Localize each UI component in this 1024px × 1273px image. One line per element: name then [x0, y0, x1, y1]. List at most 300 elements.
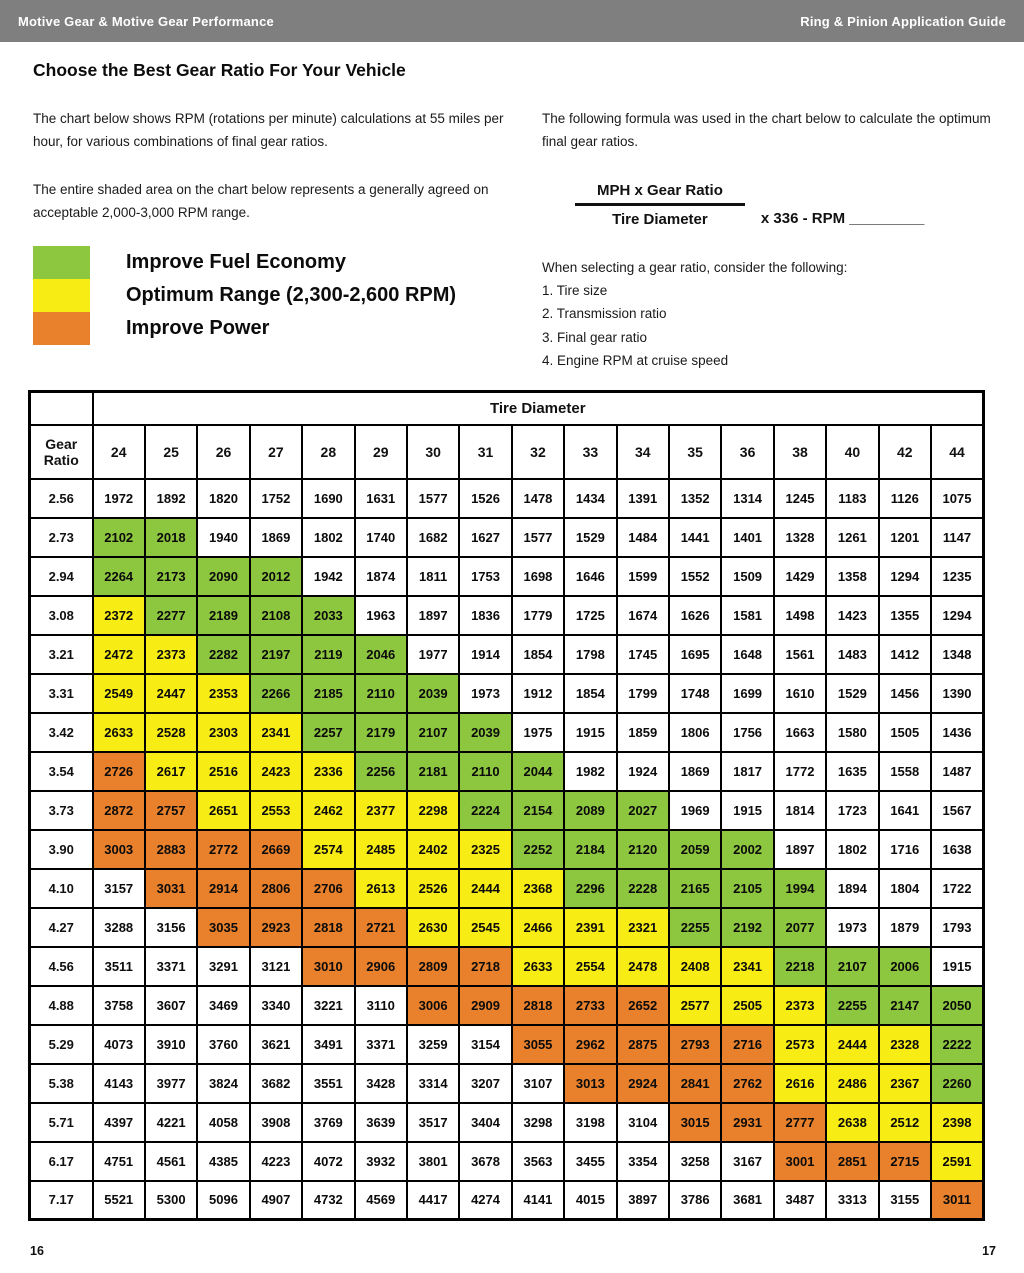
- rpm-cell: 2044: [512, 752, 564, 791]
- gear-ratio-cell: 3.42: [30, 713, 93, 752]
- rpm-cell: 2652: [617, 986, 669, 1025]
- rpm-cell: 2669: [250, 830, 302, 869]
- rpm-cell: 1725: [564, 596, 616, 635]
- rpm-cell: 1391: [617, 479, 669, 518]
- rpm-cell: 2516: [197, 752, 249, 791]
- rpm-cell: 2266: [250, 674, 302, 713]
- rpm-cell: 1478: [512, 479, 564, 518]
- rpm-cell: 2553: [250, 791, 302, 830]
- rpm-cell: 2549: [93, 674, 145, 713]
- rpm-cell: 2706: [302, 869, 354, 908]
- rpm-cell: 1358: [826, 557, 878, 596]
- formula-suffix: x 336 - RPM _________: [760, 210, 925, 227]
- rpm-cell: 2224: [459, 791, 511, 830]
- rpm-cell: 3621: [250, 1025, 302, 1064]
- gear-ratio-cell: 3.54: [30, 752, 93, 791]
- table-row: [30, 830, 984, 869]
- rpm-cell: 2110: [355, 674, 407, 713]
- rpm-cell: 2367: [879, 1064, 931, 1103]
- rpm-cell: 2762: [721, 1064, 773, 1103]
- rpm-cell: 3313: [826, 1181, 878, 1220]
- rpm-cell: 1972: [93, 479, 145, 518]
- rpm-cell: 2466: [512, 908, 564, 947]
- rpm-cell: 1869: [250, 518, 302, 557]
- rpm-cell: 2002: [721, 830, 773, 869]
- green-swatch: [33, 246, 90, 279]
- rpm-cell: 2039: [407, 674, 459, 713]
- rpm-cell: 3897: [617, 1181, 669, 1220]
- rpm-cell: 2633: [93, 713, 145, 752]
- intro-paragraph-1: The chart below shows RPM (rotations per minute) calculations at 55 miles per hour, for various combinations of final gear ratios.: [33, 111, 504, 149]
- rpm-cell: 2012: [250, 557, 302, 596]
- gear-ratio-cell: 6.17: [30, 1142, 93, 1181]
- rpm-cell: 1355: [879, 596, 931, 635]
- rpm-cell: 2806: [250, 869, 302, 908]
- rpm-cell: 3259: [407, 1025, 459, 1064]
- rpm-cell: 3786: [669, 1181, 721, 1220]
- rpm-cell: 3156: [145, 908, 197, 947]
- rpm-cell: 5300: [145, 1181, 197, 1220]
- rpm-cell: 3011: [931, 1181, 984, 1220]
- table-row: [30, 947, 984, 986]
- rpm-cell: 3607: [145, 986, 197, 1025]
- rpm-cell: 2851: [826, 1142, 878, 1181]
- rpm-cell: 2368: [512, 869, 564, 908]
- rpm-cell: 2444: [459, 869, 511, 908]
- rpm-cell: 1915: [721, 791, 773, 830]
- rpm-cell: 2809: [407, 947, 459, 986]
- rpm-cell: 1798: [564, 635, 616, 674]
- rpm-cell: 1635: [826, 752, 878, 791]
- rpm-cell: 1806: [669, 713, 721, 752]
- table-corner-cell: [30, 392, 93, 425]
- rpm-cell: 2341: [250, 713, 302, 752]
- rpm-cell: 1261: [826, 518, 878, 557]
- rpm-cell: 2184: [564, 830, 616, 869]
- rpm-cell: 2179: [355, 713, 407, 752]
- rpm-cell: 1390: [931, 674, 984, 713]
- tire-diameter-column-header: 32: [512, 425, 564, 479]
- rpm-cell: 3639: [355, 1103, 407, 1142]
- rpm-cell: 1348: [931, 635, 984, 674]
- rpm-cell: 2185: [302, 674, 354, 713]
- rpm-cell: 2252: [512, 830, 564, 869]
- rpm-cell: 3001: [774, 1142, 826, 1181]
- rpm-cell: 1201: [879, 518, 931, 557]
- rpm-cell: 2616: [774, 1064, 826, 1103]
- table-row: [30, 635, 984, 674]
- rpm-cell: 1942: [302, 557, 354, 596]
- rpm-cell: 3354: [617, 1142, 669, 1181]
- rpm-cell: 1940: [197, 518, 249, 557]
- rpm-cell: 1924: [617, 752, 669, 791]
- rpm-cell: 4569: [355, 1181, 407, 1220]
- rpm-cell: 2328: [879, 1025, 931, 1064]
- rpm-cell: 4141: [512, 1181, 564, 1220]
- rpm-cell: 1235: [931, 557, 984, 596]
- rpm-cell: 2638: [826, 1103, 878, 1142]
- rpm-cell: 1915: [931, 947, 984, 986]
- rpm-cell: 2505: [721, 986, 773, 1025]
- rpm-cell: 2633: [512, 947, 564, 986]
- tire-diameter-column-header: 36: [721, 425, 773, 479]
- rpm-cell: 1836: [459, 596, 511, 635]
- rpm-cell: 1558: [879, 752, 931, 791]
- rpm-cell: 3314: [407, 1064, 459, 1103]
- table-row: [30, 1142, 984, 1181]
- rpm-cell: 1126: [879, 479, 931, 518]
- rpm-cell: 1699: [721, 674, 773, 713]
- rpm-cell: 3298: [512, 1103, 564, 1142]
- rpm-cell: 1682: [407, 518, 459, 557]
- rpm-cell: 1529: [826, 674, 878, 713]
- rpm-cell: 2120: [617, 830, 669, 869]
- rpm-cell: 2102: [93, 518, 145, 557]
- rpm-cell: 1740: [355, 518, 407, 557]
- table-row: [30, 1064, 984, 1103]
- rpm-cell: 1674: [617, 596, 669, 635]
- rpm-cell: 2486: [826, 1064, 878, 1103]
- rpm-cell: 2914: [197, 869, 249, 908]
- rpm-cell: 1434: [564, 479, 616, 518]
- rpm-cell: 1401: [721, 518, 773, 557]
- considerations-heading: When selecting a gear ratio, consider the following:: [542, 260, 848, 275]
- rpm-cell: 2757: [145, 791, 197, 830]
- rpm-cell: 2027: [617, 791, 669, 830]
- rpm-cell: 1648: [721, 635, 773, 674]
- rpm-cell: 1429: [774, 557, 826, 596]
- rpm-cell: 3198: [564, 1103, 616, 1142]
- rpm-cell: 1914: [459, 635, 511, 674]
- table-row: [30, 596, 984, 635]
- rpm-cell: 3155: [879, 1181, 931, 1220]
- rpm-cell: 2256: [355, 752, 407, 791]
- rpm-cell: 2577: [669, 986, 721, 1025]
- rpm-cell: 1695: [669, 635, 721, 674]
- rpm-cell: 2485: [355, 830, 407, 869]
- rpm-cell: 2353: [197, 674, 249, 713]
- rpm-cell: 2402: [407, 830, 459, 869]
- rpm-cell: 4073: [93, 1025, 145, 1064]
- legend-label: Optimum Range (2,300-2,600 RPM): [126, 284, 457, 306]
- rpm-cell: 2573: [774, 1025, 826, 1064]
- rpm-cell: 2018: [145, 518, 197, 557]
- tire-diameter-column-header: 35: [669, 425, 721, 479]
- rpm-cell: 1147: [931, 518, 984, 557]
- formula-denominator: Tire Diameter: [612, 211, 708, 228]
- rpm-cell: 2341: [721, 947, 773, 986]
- rpm-cell: 1799: [617, 674, 669, 713]
- rpm-cell: 1897: [407, 596, 459, 635]
- rpm-cell: 4223: [250, 1142, 302, 1181]
- tire-diameter-column-header: 40: [826, 425, 878, 479]
- rpm-cell: 2296: [564, 869, 616, 908]
- rpm-cell: 2173: [145, 557, 197, 596]
- rpm-cell: 1894: [826, 869, 878, 908]
- rpm-cell: 2545: [459, 908, 511, 947]
- table-row: [30, 674, 984, 713]
- formula-fraction: [575, 182, 745, 228]
- rpm-cell: 2222: [931, 1025, 984, 1064]
- rpm-cell: 2147: [879, 986, 931, 1025]
- rpm-cell: 4751: [93, 1142, 145, 1181]
- rpm-cell: 3003: [93, 830, 145, 869]
- rpm-cell: 3758: [93, 986, 145, 1025]
- rpm-cell: 1811: [407, 557, 459, 596]
- rpm-cell: 1456: [879, 674, 931, 713]
- rpm-cell: 2423: [250, 752, 302, 791]
- rpm-cell: 2046: [355, 635, 407, 674]
- rpm-cell: 1412: [879, 635, 931, 674]
- rpm-cell: 1075: [931, 479, 984, 518]
- rpm-cell: 2325: [459, 830, 511, 869]
- rpm-cell: 3288: [93, 908, 145, 947]
- page-number-right: 17: [982, 1244, 996, 1258]
- rpm-cell: 1580: [826, 713, 878, 752]
- rpm-cell: 1973: [459, 674, 511, 713]
- rpm-cell: 2257: [302, 713, 354, 752]
- yellow-swatch: [33, 279, 90, 312]
- rpm-cell: 2447: [145, 674, 197, 713]
- gear-ratio-cell: 5.29: [30, 1025, 93, 1064]
- rpm-cell: 2218: [774, 947, 826, 986]
- rpm-cell: 1577: [407, 479, 459, 518]
- rpm-cell: 4143: [93, 1064, 145, 1103]
- rpm-cell: 1874: [355, 557, 407, 596]
- rpm-cell: 3491: [302, 1025, 354, 1064]
- rpm-cell: 2591: [931, 1142, 984, 1181]
- table-row: [30, 479, 984, 518]
- rpm-cell: 3015: [669, 1103, 721, 1142]
- tire-diameter-column-header: 38: [774, 425, 826, 479]
- rpm-cell: 3340: [250, 986, 302, 1025]
- rpm-cell: 1722: [931, 869, 984, 908]
- rpm-cell: 1969: [669, 791, 721, 830]
- legend-label: Improve Power: [126, 317, 270, 339]
- rpm-cell: 2408: [669, 947, 721, 986]
- rpm-cell: 2391: [564, 908, 616, 947]
- rpm-cell: 4397: [93, 1103, 145, 1142]
- gear-ratio-cell: 5.71: [30, 1103, 93, 1142]
- tire-diameter-column-header: 25: [145, 425, 197, 479]
- rpm-cell: 2192: [721, 908, 773, 947]
- rpm-cell: 1183: [826, 479, 878, 518]
- rpm-cell: 1963: [355, 596, 407, 635]
- consideration-item: 3. Final gear ratio: [542, 329, 648, 345]
- rpm-cell: 1529: [564, 518, 616, 557]
- rpm-cell: 3682: [250, 1064, 302, 1103]
- rpm-cell: 1820: [197, 479, 249, 518]
- gear-ratio-cell: 4.56: [30, 947, 93, 986]
- rpm-cell: 2818: [302, 908, 354, 947]
- rpm-cell: 1698: [512, 557, 564, 596]
- rpm-cell: 2089: [564, 791, 616, 830]
- intro-right-column: [542, 108, 994, 154]
- intro-left-column: [33, 108, 505, 225]
- legend-item-green: [33, 246, 456, 279]
- rpm-cell: 3469: [197, 986, 249, 1025]
- tire-diameter-column-header: 33: [564, 425, 616, 479]
- rpm-cell: 3769: [302, 1103, 354, 1142]
- rpm-cell: 4907: [250, 1181, 302, 1220]
- rpm-cell: 1646: [564, 557, 616, 596]
- rpm-cell: 2321: [617, 908, 669, 947]
- rpm-cell: 1982: [564, 752, 616, 791]
- table-row: [30, 986, 984, 1025]
- tire-diameter-column-header: 34: [617, 425, 669, 479]
- rpm-cell: 2962: [564, 1025, 616, 1064]
- rpm-cell: 2630: [407, 908, 459, 947]
- rpm-cell: 4417: [407, 1181, 459, 1220]
- rpm-cell: 1627: [459, 518, 511, 557]
- rpm-cell: 2651: [197, 791, 249, 830]
- rpm-cell: 2777: [774, 1103, 826, 1142]
- rpm-cell: 2512: [879, 1103, 931, 1142]
- table-row: [30, 1025, 984, 1064]
- gear-ratio-cell: 3.21: [30, 635, 93, 674]
- rpm-cell: 1897: [774, 830, 826, 869]
- legend: [33, 246, 456, 345]
- rpm-cell: 2189: [197, 596, 249, 635]
- legend-item-orange: [33, 312, 456, 345]
- rpm-cell: 2298: [407, 791, 459, 830]
- tire-diameter-column-header: 31: [459, 425, 511, 479]
- rpm-cell: 1352: [669, 479, 721, 518]
- rpm-cell: 2841: [669, 1064, 721, 1103]
- rpm-cell: 2372: [93, 596, 145, 635]
- rpm-cell: 1498: [774, 596, 826, 635]
- rpm-cell: 1912: [512, 674, 564, 713]
- table-row: [30, 1181, 984, 1220]
- rpm-cell: 3107: [512, 1064, 564, 1103]
- legend-label: Improve Fuel Economy: [126, 251, 347, 273]
- rpm-cell: 4561: [145, 1142, 197, 1181]
- rpm-cell: 2107: [826, 947, 878, 986]
- rpm-cell: 1892: [145, 479, 197, 518]
- rpm-cell: 2373: [774, 986, 826, 1025]
- consideration-item: 4. Engine RPM at cruise speed: [542, 352, 729, 368]
- rpm-cell: 2818: [512, 986, 564, 1025]
- rpm-cell: 2617: [145, 752, 197, 791]
- rpm-cell: 2906: [355, 947, 407, 986]
- rpm-cell: 1610: [774, 674, 826, 713]
- rpm-cell: 3371: [145, 947, 197, 986]
- rpm-cell: 1804: [879, 869, 931, 908]
- rpm-cell: 1690: [302, 479, 354, 518]
- rpm-cell: 2006: [879, 947, 931, 986]
- rpm-cell: 3910: [145, 1025, 197, 1064]
- rpm-cell: 2377: [355, 791, 407, 830]
- rpm-cell: 1567: [931, 791, 984, 830]
- table-row: [30, 713, 984, 752]
- rpm-cell: 2931: [721, 1103, 773, 1142]
- rpm-cell: 2228: [617, 869, 669, 908]
- rpm-cell: 3221: [302, 986, 354, 1025]
- table-row: [30, 869, 984, 908]
- gear-ratio-cell: 2.73: [30, 518, 93, 557]
- gear-ratio-cell: 3.73: [30, 791, 93, 830]
- intro-paragraph-2: The entire shaded area on the chart below represents a generally agreed on acceptable 2,000-3,000 RPM range.: [33, 181, 489, 220]
- rpm-cell: 3055: [512, 1025, 564, 1064]
- rpm-cell: 2793: [669, 1025, 721, 1064]
- rpm-cell: 2554: [564, 947, 616, 986]
- rpm-cell: 2398: [931, 1103, 984, 1142]
- rpm-cell: 5521: [93, 1181, 145, 1220]
- rpm-cell: 2090: [197, 557, 249, 596]
- rpm-cell: 1723: [826, 791, 878, 830]
- tire-diameter-header: Tire Diameter: [93, 392, 984, 425]
- rpm-cell: 3824: [197, 1064, 249, 1103]
- gear-ratio-cell: 4.27: [30, 908, 93, 947]
- rpm-cell: 1879: [879, 908, 931, 947]
- rpm-cell: 1756: [721, 713, 773, 752]
- rpm-cell: 2033: [302, 596, 354, 635]
- rpm-cell: 1802: [302, 518, 354, 557]
- rpm-cell: 1915: [564, 713, 616, 752]
- tire-diameter-column-header: 28: [302, 425, 354, 479]
- rpm-cell: 2733: [564, 986, 616, 1025]
- consideration-item: 1. Tire size: [542, 283, 608, 299]
- rpm-cell: 1975: [512, 713, 564, 752]
- rpm-cell: 1663: [774, 713, 826, 752]
- rpm-cell: 3801: [407, 1142, 459, 1181]
- rpm-cell: 2726: [93, 752, 145, 791]
- consideration-item: 2. Transmission ratio: [542, 306, 667, 322]
- rpm-cell: 1483: [826, 635, 878, 674]
- rpm-cell: 3681: [721, 1181, 773, 1220]
- rpm-cell: 3006: [407, 986, 459, 1025]
- rpm-cell: 2772: [197, 830, 249, 869]
- rpm-cell: 3167: [721, 1142, 773, 1181]
- orange-swatch: [33, 312, 90, 345]
- rpm-cell: 3154: [459, 1025, 511, 1064]
- tire-diameter-column-header: 30: [407, 425, 459, 479]
- tire-diameter-column-header: 42: [879, 425, 931, 479]
- gear-ratio-cell: 5.38: [30, 1064, 93, 1103]
- rpm-cell: 1638: [931, 830, 984, 869]
- rpm-cell: 1814: [774, 791, 826, 830]
- rpm-cell: 1793: [931, 908, 984, 947]
- rpm-cell: 2255: [826, 986, 878, 1025]
- rpm-cell: 1869: [669, 752, 721, 791]
- rpm-cell: 2472: [93, 635, 145, 674]
- rpm-cell: 1748: [669, 674, 721, 713]
- rpm-cell: 1599: [617, 557, 669, 596]
- rpm-cell: 1436: [931, 713, 984, 752]
- formula-numerator: MPH x Gear Ratio: [575, 182, 745, 206]
- table-row: [30, 752, 984, 791]
- table-row: [30, 791, 984, 830]
- rpm-cell: 2721: [355, 908, 407, 947]
- rpm-cell: 2107: [407, 713, 459, 752]
- rpm-cell: 3678: [459, 1142, 511, 1181]
- rpm-cell: 3121: [250, 947, 302, 986]
- rpm-cell: 1752: [250, 479, 302, 518]
- rpm-cell: 1245: [774, 479, 826, 518]
- rpm-cell: 2303: [197, 713, 249, 752]
- rpm-cell: 4058: [197, 1103, 249, 1142]
- rpm-cell: 3010: [302, 947, 354, 986]
- rpm-cell: 1772: [774, 752, 826, 791]
- gear-ratio-cell: 4.10: [30, 869, 93, 908]
- rpm-cell: 1977: [407, 635, 459, 674]
- rpm-cell: 2574: [302, 830, 354, 869]
- rpm-cell: 3487: [774, 1181, 826, 1220]
- rpm-cell: 2462: [302, 791, 354, 830]
- rpm-cell: 2181: [407, 752, 459, 791]
- rpm-cell: 1626: [669, 596, 721, 635]
- rpm-cell: 1509: [721, 557, 773, 596]
